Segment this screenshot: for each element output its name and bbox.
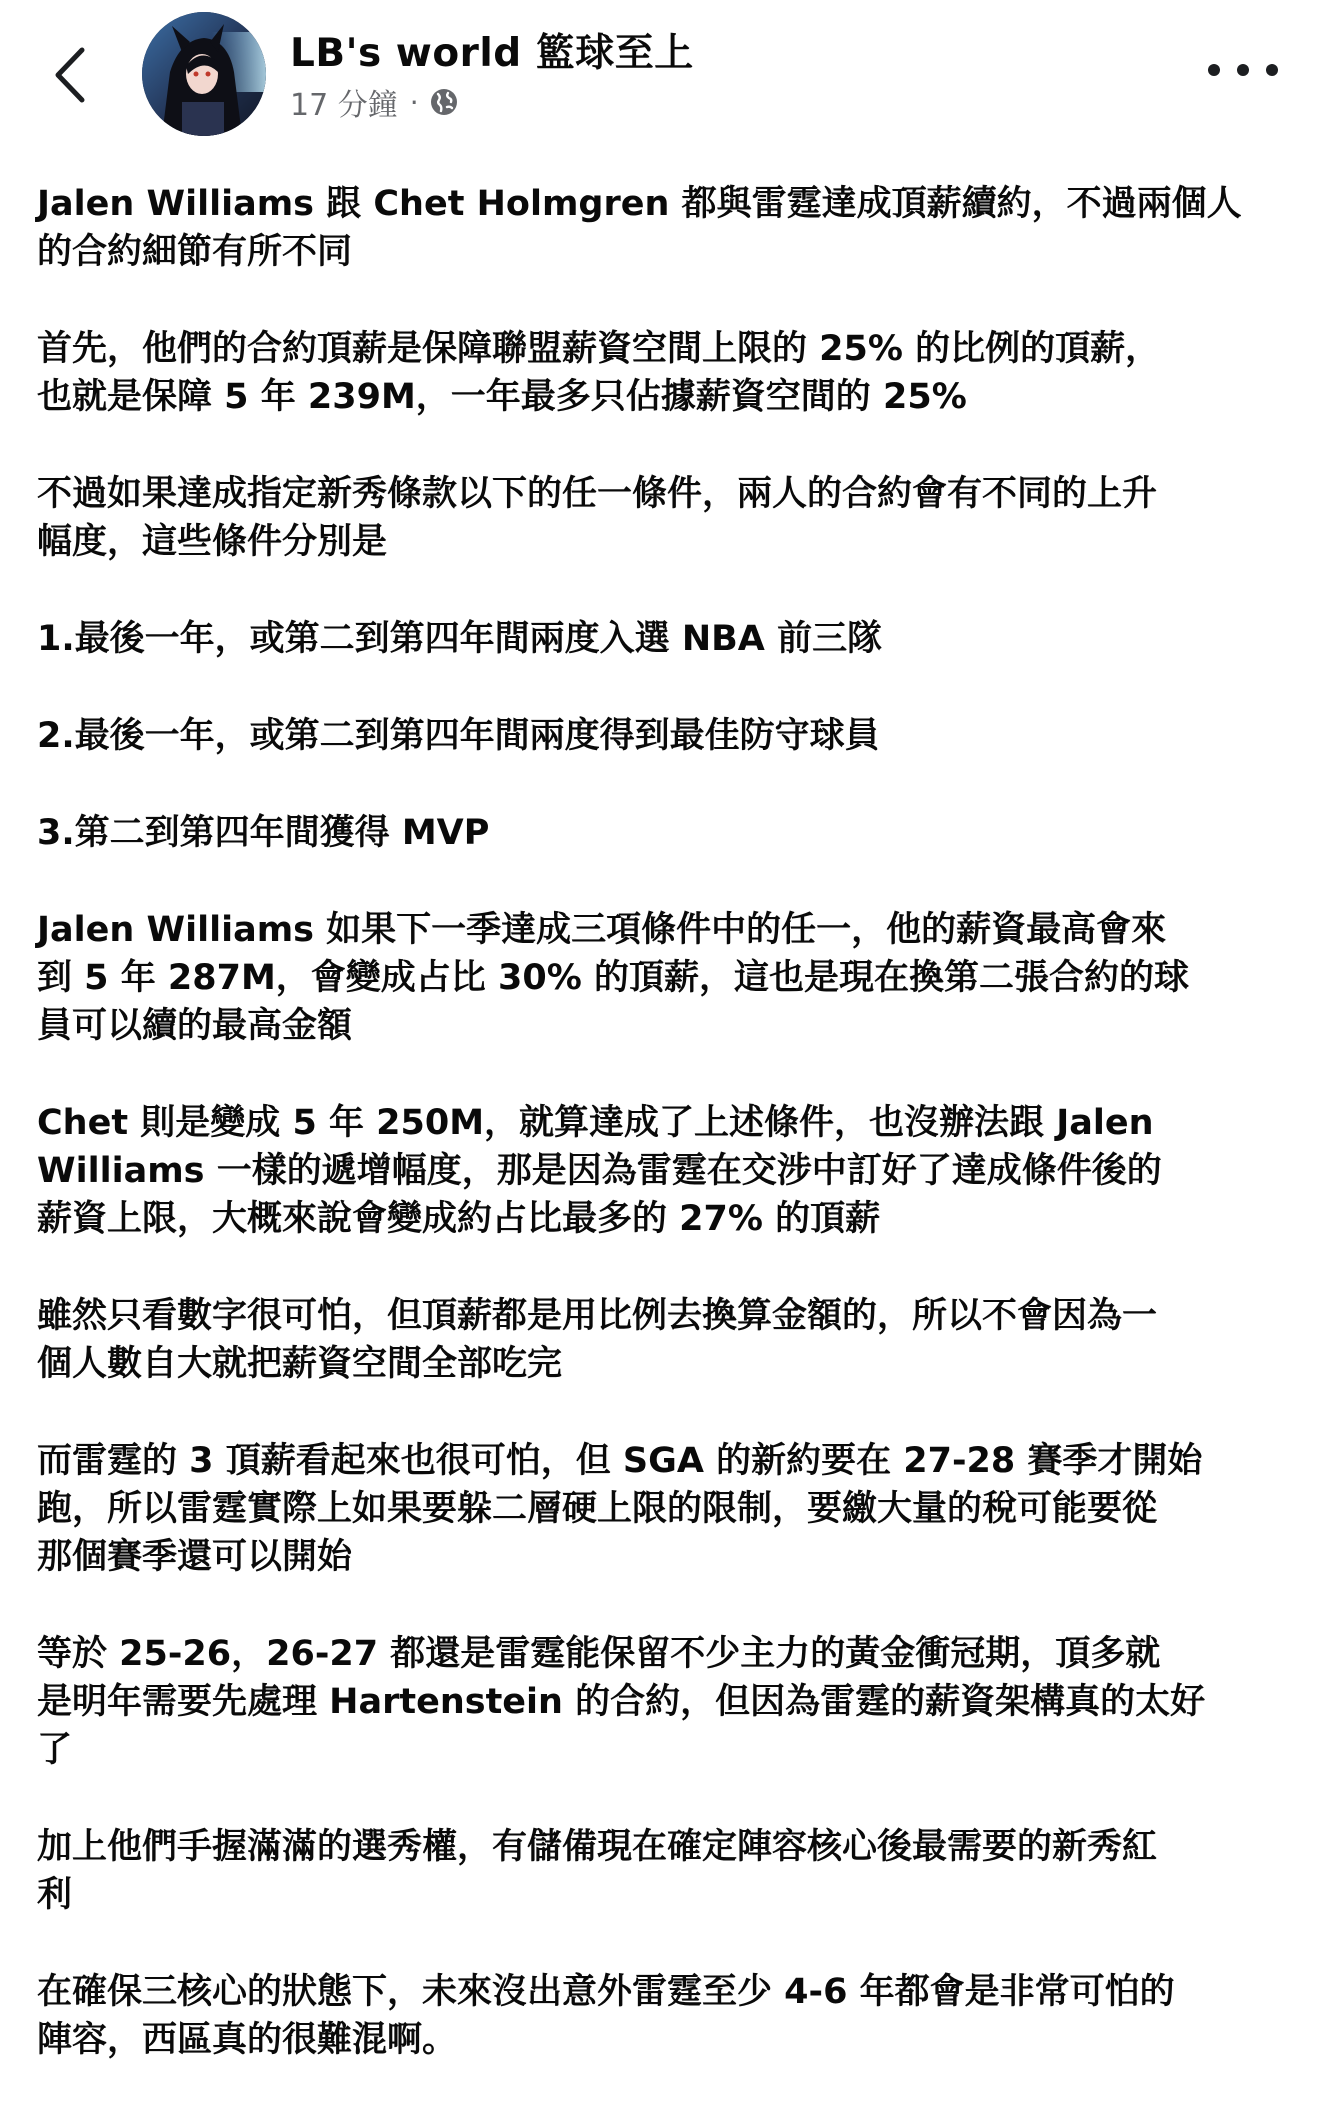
post-line: 跑，所以雷霆實際上如果要躲二層硬上限的限制，要繳大量的稅可能要從	[37, 1489, 1158, 1529]
post-paragraph	[37, 1630, 1297, 1774]
globe-icon	[429, 87, 459, 117]
more-horizontal-icon-dot	[1266, 64, 1278, 76]
post-line: 加上他們手握滿滿的選秀權，有儲備現在確定陣容核心後最需要的新秀紅	[37, 1827, 1158, 1867]
post-line: 而雷霆的 3 頂薪看起來也很可怕，但 SGA 的新約要在 27-28 賽季才開始	[37, 1441, 1203, 1481]
post-line: 利	[37, 1875, 73, 1915]
post-line: 員可以續的最高金額	[37, 1006, 353, 1046]
post-line: 雖然只看數字很可怕，但頂薪都是用比例去換算金額的，所以不會因為一	[37, 1296, 1158, 1336]
post-text	[37, 180, 1297, 2113]
post-line: 2.最後一年，或第二到第四年間兩度得到最佳防守球員	[37, 716, 880, 756]
avatar-image	[142, 12, 266, 136]
post-line: Jalen Williams 跟 Chet Holmgren 都與雷霆達成頂薪續約，不過兩個人	[37, 184, 1242, 224]
post-paragraph	[37, 1968, 1297, 2064]
post-line: 首先，他們的合約頂薪是保障聯盟薪資空間上限的 25% 的比例的頂薪，	[37, 329, 1161, 369]
post-line: 幅度，這些條件分別是	[37, 522, 388, 562]
post-line: Williams 一樣的遞增幅度，那是因為雷霆在交涉中訂好了達成條件後的	[37, 1151, 1162, 1191]
post-line: 在確保三核心的狀態下，未來沒出意外雷霆至少 4-6 年都會是非常可怕的	[37, 1972, 1175, 2012]
post-meta	[290, 80, 459, 124]
post-line: 陣容，西區真的很難混啊。	[37, 2020, 458, 2060]
post-line: Chet 則是變成 5 年 250M，就算達成了上述條件，也沒辦法跟 Jalen	[37, 1103, 1154, 1143]
meta-separator: ·	[409, 85, 419, 119]
post-paragraph	[37, 1099, 1297, 1243]
post-timestamp[interactable]: 17 分鐘	[290, 88, 398, 123]
chevron-left-icon	[53, 46, 87, 104]
post-line: 了	[37, 1730, 73, 1770]
post-line: 那個賽季還可以開始	[37, 1537, 353, 1577]
post-paragraph	[37, 180, 1297, 276]
post-paragraph	[37, 615, 1297, 663]
post-header	[0, 0, 1320, 150]
post-paragraph	[37, 1292, 1297, 1388]
post-line: 3.第二到第四年間獲得 MVP	[37, 813, 490, 853]
avatar[interactable]	[142, 12, 266, 136]
post-line: 等於 25-26，26-27 都還是雷霆能保留不少主力的黃金衝冠期，頂多就	[37, 1634, 1161, 1674]
post-paragraph	[37, 470, 1297, 566]
post-paragraph	[37, 906, 1297, 1050]
more-horizontal-icon-dot	[1208, 64, 1220, 76]
post-line: 個人數自大就把薪資空間全部吃完	[37, 1344, 563, 1384]
post-line: 是明年需要先處理 Hartenstein 的合約，但因為雷霆的薪資架構真的太好	[37, 1682, 1206, 1722]
post-line: 到 5 年 287M，會變成占比 30% 的頂薪，這也是現在換第二張合約的球	[37, 958, 1189, 998]
back-button[interactable]	[40, 38, 100, 112]
more-horizontal-icon-dot	[1237, 64, 1249, 76]
post-line: 薪資上限，大概來說會變成約占比最多的 27% 的頂薪	[37, 1199, 881, 1239]
page-name[interactable]: LB's world 籃球至上	[290, 31, 694, 76]
post-paragraph	[37, 1437, 1297, 1581]
post-paragraph	[37, 809, 1297, 857]
post-paragraph	[37, 325, 1297, 421]
post-paragraph	[37, 1823, 1297, 1919]
post-line: Jalen Williams 如果下一季達成三項條件中的任一，他的薪資最高會來	[37, 910, 1167, 950]
more-options-button[interactable]	[1208, 50, 1278, 90]
post-line: 1.最後一年，或第二到第四年間兩度入選 NBA 前三隊	[37, 619, 883, 659]
post-line: 也就是保障 5 年 239M，一年最多只佔據薪資空間的 25%	[37, 377, 967, 417]
post-paragraph	[37, 712, 1297, 760]
post-line: 的合約細節有所不同	[37, 232, 353, 272]
post-line: 不過如果達成指定新秀條款以下的任一條件，兩人的合約會有不同的上升	[37, 474, 1158, 514]
